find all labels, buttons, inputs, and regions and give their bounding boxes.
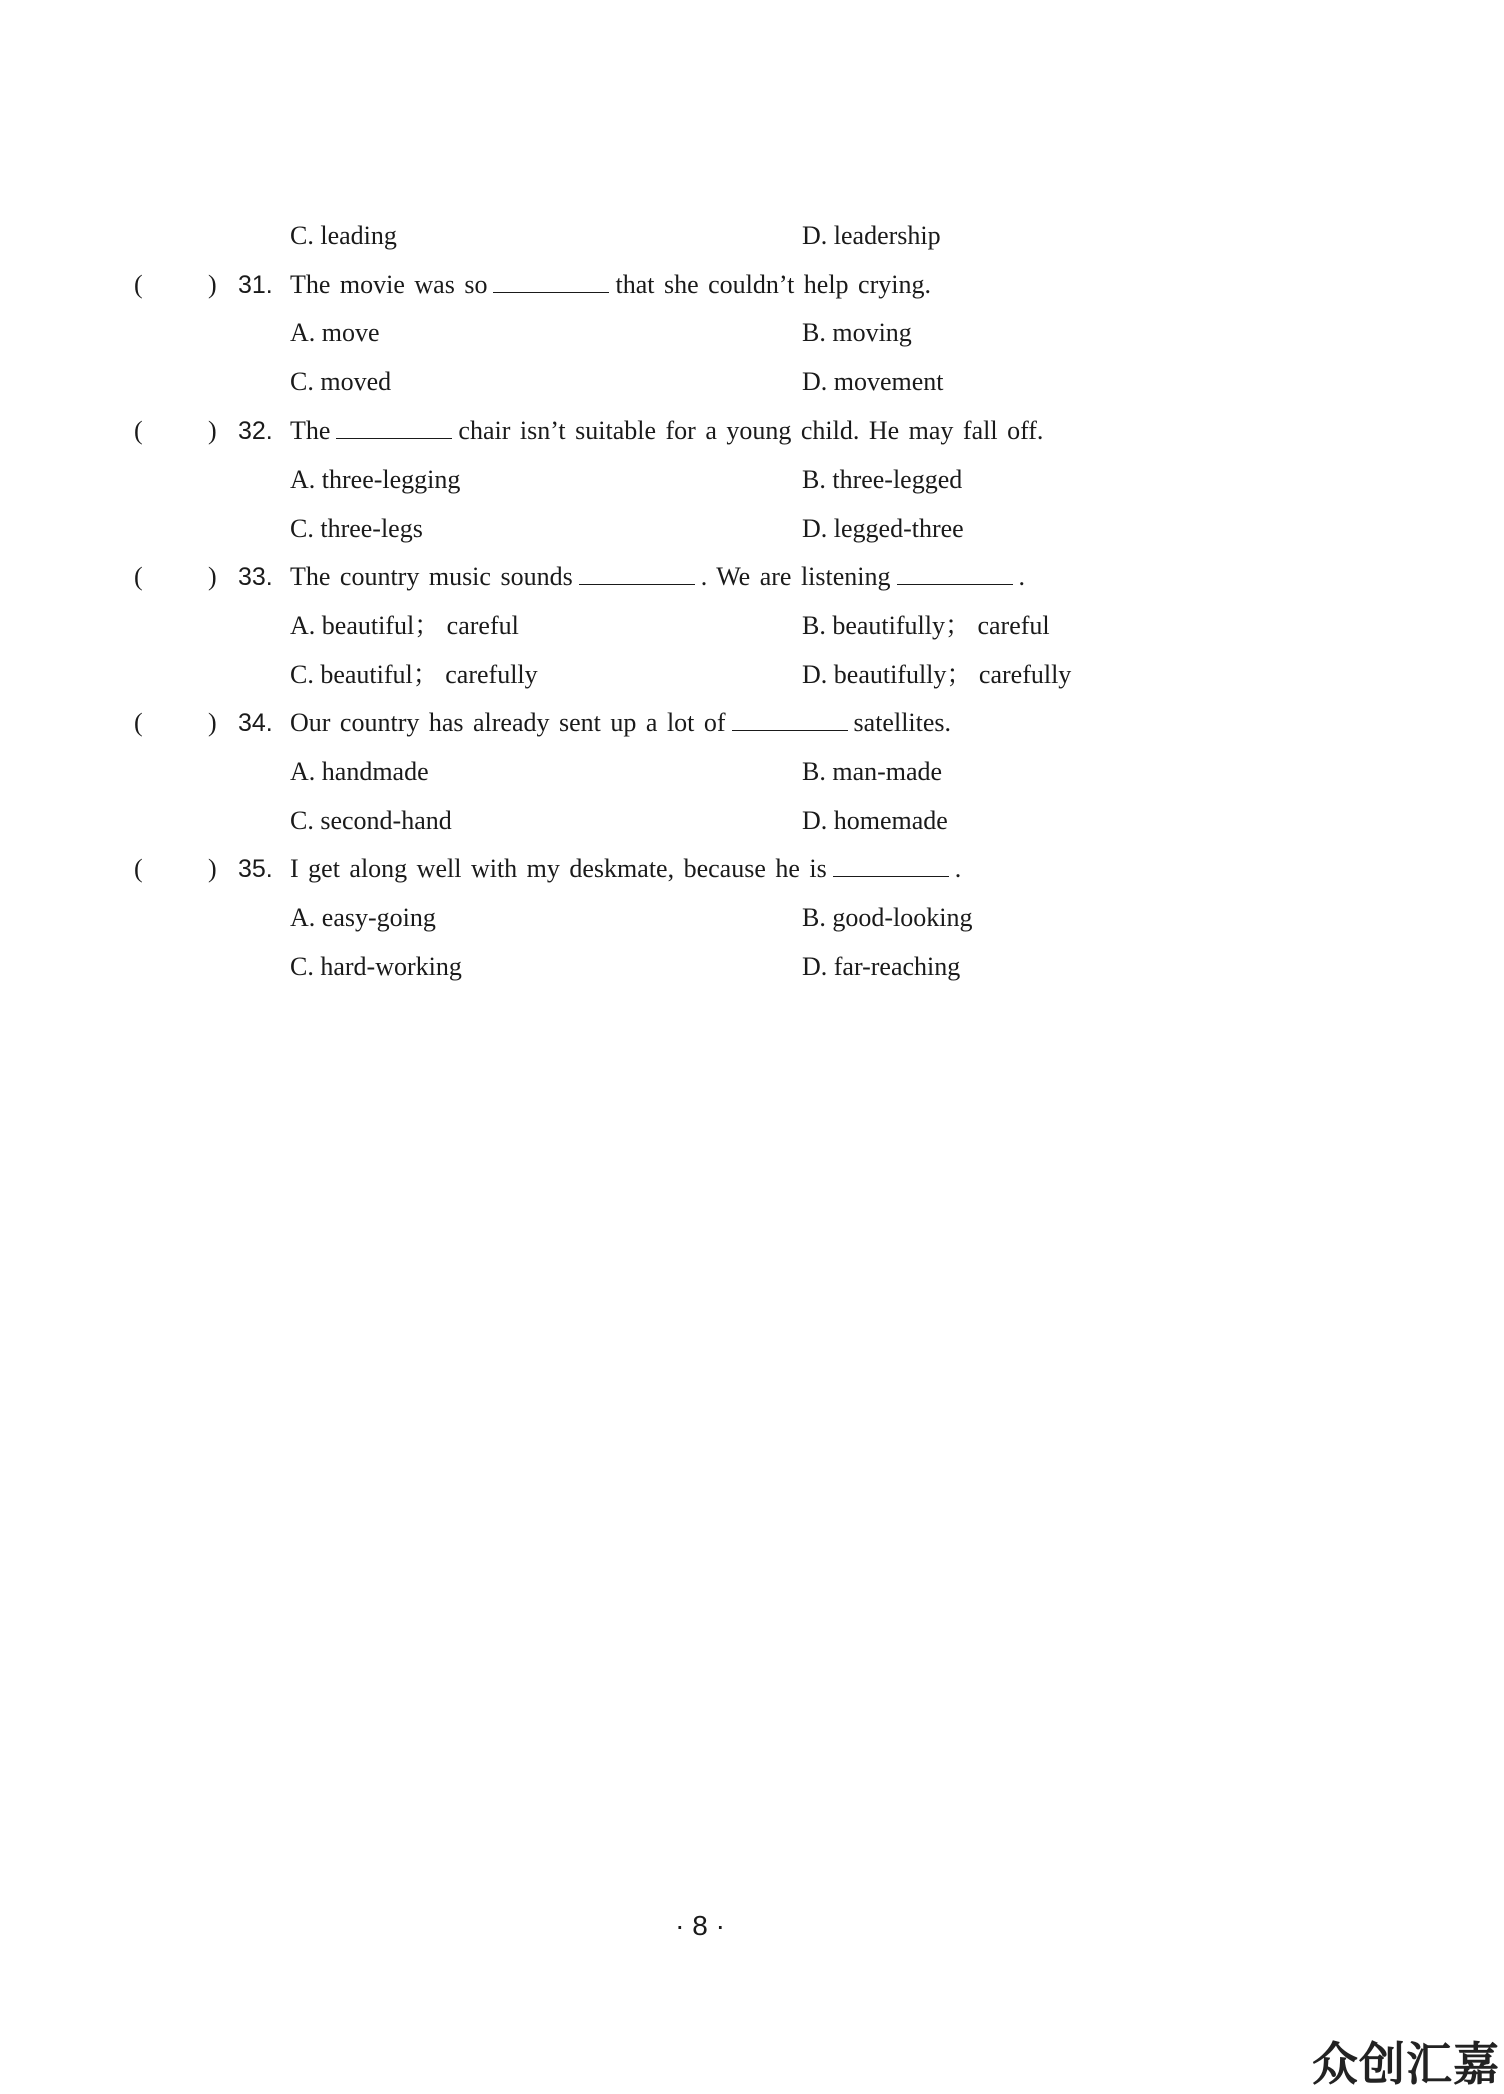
answer-blank xyxy=(732,704,848,731)
option-c: C. beautiful； carefully xyxy=(290,660,538,689)
question-stem xyxy=(290,849,961,889)
question-number: 35. xyxy=(238,855,273,883)
option-b: B. good-looking xyxy=(802,903,973,932)
answer-paren-close: ) xyxy=(208,416,217,445)
question-31 xyxy=(0,265,1504,305)
answer-blank xyxy=(897,558,1013,585)
answer-paren-close: ) xyxy=(208,708,217,737)
option-c: C. moved xyxy=(290,367,392,396)
answer-blank xyxy=(336,412,452,439)
answer-blank xyxy=(493,266,609,293)
stem-text: that she couldn’t help crying. xyxy=(615,270,931,299)
page-number: · 8 · xyxy=(675,1910,725,1941)
question-number: 31. xyxy=(238,271,273,299)
option-row xyxy=(0,655,1504,695)
answer-paren-open: ( xyxy=(134,562,143,591)
question-number: 33. xyxy=(238,563,273,591)
option-a: A. handmade xyxy=(290,757,429,786)
stem-text: . We are listening xyxy=(700,562,891,591)
watermark-logo: 众创汇嘉 xyxy=(1312,2037,1500,2091)
question-32 xyxy=(0,411,1504,451)
option-row xyxy=(0,509,1504,549)
question-33 xyxy=(0,557,1504,597)
option-b: B. moving xyxy=(802,318,912,347)
option-d: D. beautifully； carefully xyxy=(802,660,1072,689)
answer-blank xyxy=(579,558,695,585)
option-c: C. three-legs xyxy=(290,514,423,543)
stem-text: chair isn’t suitable for a young child. He may fall off. xyxy=(458,416,1044,445)
answer-paren-open: ( xyxy=(134,854,143,883)
answer-blank xyxy=(833,850,949,877)
stem-text: satellites. xyxy=(853,708,952,737)
option-row xyxy=(0,801,1504,841)
question-stem xyxy=(290,265,931,305)
answer-paren-close: ) xyxy=(208,562,217,591)
option-row xyxy=(0,752,1504,792)
question-35 xyxy=(0,849,1504,889)
stem-text: . xyxy=(954,854,962,883)
option-b: B. three-legged xyxy=(802,465,963,494)
stem-text: The xyxy=(290,416,331,445)
option-row xyxy=(0,460,1504,500)
question-34 xyxy=(0,703,1504,743)
option-c: C. second-hand xyxy=(290,806,452,835)
option-c: C. leading xyxy=(290,221,397,250)
option-d: D. leadership xyxy=(802,221,941,250)
question-stem xyxy=(290,557,1025,597)
answer-paren-open: ( xyxy=(134,416,143,445)
question-stem xyxy=(290,703,951,743)
stem-text: I get along well with my deskmate, because he is xyxy=(290,854,827,883)
answer-paren-open: ( xyxy=(134,708,143,737)
stem-text: The movie was so xyxy=(290,270,488,299)
stem-text: . xyxy=(1018,562,1026,591)
question-number: 32. xyxy=(238,417,273,445)
option-d: D. legged-three xyxy=(802,514,964,543)
option-a: A. three-legging xyxy=(290,465,461,494)
option-row xyxy=(0,898,1504,938)
question-number: 34. xyxy=(238,709,273,737)
option-row xyxy=(0,947,1504,987)
option-d: D. homemade xyxy=(802,806,948,835)
option-a: A. beautiful； careful xyxy=(290,611,519,640)
answer-paren-open: ( xyxy=(134,270,143,299)
option-row xyxy=(0,216,1504,256)
option-b: B. beautifully； careful xyxy=(802,611,1050,640)
stem-text: Our country has already sent up a lot of xyxy=(290,708,726,737)
question-stem xyxy=(290,411,1043,451)
option-row xyxy=(0,313,1504,353)
stem-text: The country music sounds xyxy=(290,562,573,591)
option-b: B. man-made xyxy=(802,757,943,786)
option-row xyxy=(0,606,1504,646)
option-d: D. movement xyxy=(802,367,944,396)
option-a: A. easy-going xyxy=(290,903,436,932)
option-row xyxy=(0,362,1504,402)
answer-paren-close: ) xyxy=(208,854,217,883)
answer-paren-close: ) xyxy=(208,270,217,299)
option-c: C. hard-working xyxy=(290,952,462,981)
option-a: A. move xyxy=(290,318,380,347)
option-d: D. far-reaching xyxy=(802,952,961,981)
